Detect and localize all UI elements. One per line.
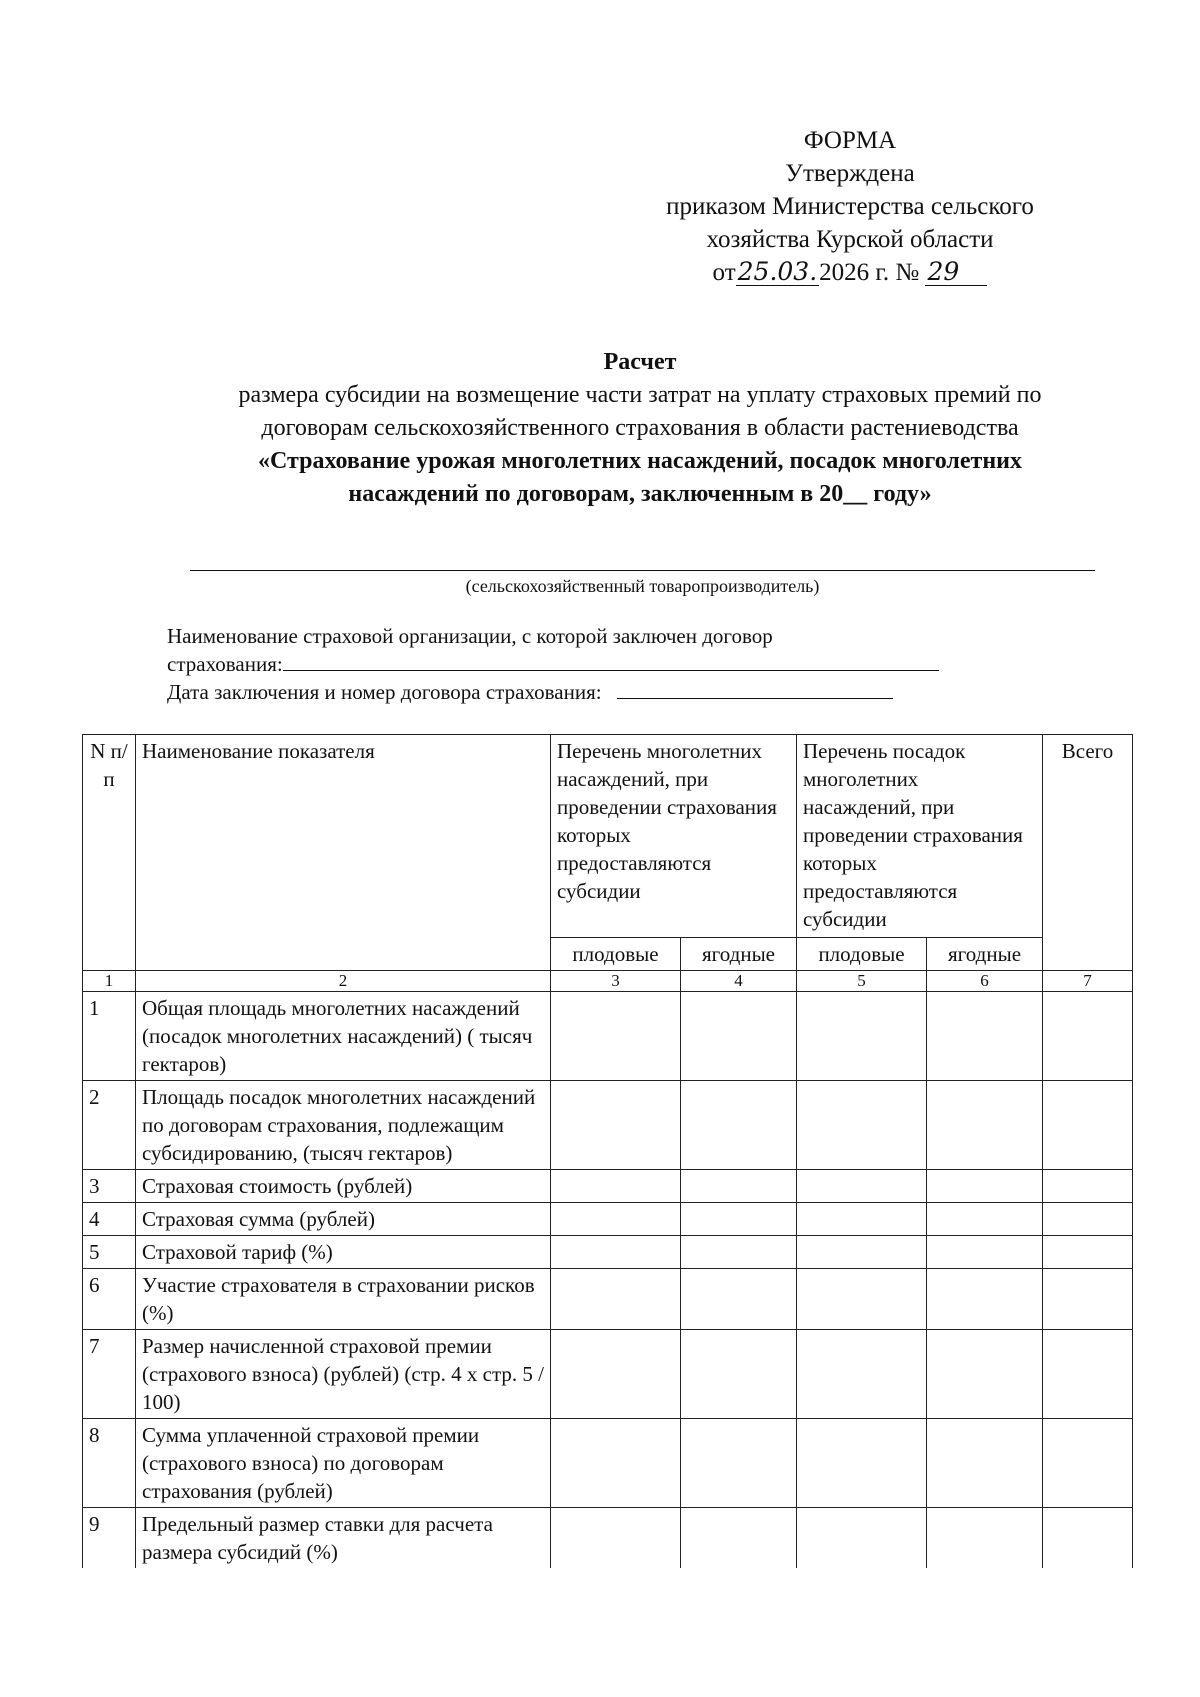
title-line-1: размера субсидии на возмещение части затрат на уплату страховых премий по [238, 382, 1042, 408]
data-cell[interactable] [927, 1081, 1043, 1170]
data-cell[interactable] [681, 1419, 797, 1508]
row-label: Размер начисленной страховой премии (страхового взноса) (рублей) (стр. 4 x стр. 5 / 100) [136, 1330, 551, 1419]
data-cell[interactable] [1043, 1508, 1133, 1569]
data-cell[interactable] [681, 1330, 797, 1419]
row-label: Участие страхователя в страховании рисков (%) [136, 1269, 551, 1330]
data-cell[interactable] [927, 1269, 1043, 1330]
date-year: 2026 г. № [819, 259, 920, 286]
document-title [120, 346, 1160, 511]
data-cell[interactable] [551, 1269, 681, 1330]
table-row [83, 992, 1133, 1081]
row-number: 5 [83, 1236, 136, 1269]
table-row [83, 1330, 1133, 1419]
data-cell[interactable] [681, 1170, 797, 1203]
header-number: N п/п [83, 735, 136, 971]
row-number: 7 [83, 1330, 136, 1419]
contract-line [167, 678, 939, 706]
insurer-label-line-1: Наименование страховой организации, с которой заключен договор [167, 624, 773, 648]
date-prefix: от [712, 259, 736, 286]
header-group-plantings: Перечень многолетних насаждений, при проведении страхования которых предоставляются субсидии [551, 735, 797, 938]
table-row [83, 1269, 1133, 1330]
data-cell[interactable] [551, 1170, 681, 1203]
subsidy-calculation-table [82, 734, 1133, 1568]
approved-label: Утверждена [785, 160, 915, 187]
data-cell[interactable] [797, 1170, 927, 1203]
data-cell[interactable] [797, 1269, 927, 1330]
data-cell[interactable] [927, 992, 1043, 1081]
data-cell[interactable] [927, 1236, 1043, 1269]
row-label: Страховая сумма (рублей) [136, 1203, 551, 1236]
data-cell[interactable] [1043, 1170, 1133, 1203]
data-cell[interactable] [681, 1269, 797, 1330]
table-row [83, 1419, 1133, 1508]
data-cell[interactable] [797, 1419, 927, 1508]
data-cell[interactable] [797, 992, 927, 1081]
form-label: ФОРМА [803, 127, 897, 154]
title-line-2: договорам сельскохозяйственного страхования в области растениеводства [261, 415, 1019, 441]
data-cell[interactable] [797, 1508, 927, 1569]
column-number-row [83, 971, 1133, 992]
data-cell[interactable] [927, 1330, 1043, 1419]
order-line-1: приказом Министерства сельского [666, 193, 1034, 220]
row-number: 9 [83, 1508, 136, 1569]
row-label: Предельный размер ставки для расчета размера субсидий (%) [136, 1508, 551, 1569]
order-date-line [600, 256, 1100, 289]
contract-info [167, 622, 939, 706]
producer-blank-line[interactable] [190, 569, 1095, 571]
title-bold-line-2: насаждений по договорам, заключенным в 20__ году» [348, 481, 932, 507]
row-label: Сумма уплаченной страховой премии (страхового взноса) по договорам страхования (рублей) [136, 1419, 551, 1508]
row-label: Площадь посадок многолетних насаждений по договорам страхования, подлежащим субсидированию, (тысяч гектаров) [136, 1081, 551, 1170]
row-label: Страховая стоимость (рублей) [136, 1170, 551, 1203]
subheader-berry-2: ягодные [927, 938, 1043, 971]
row-number: 4 [83, 1203, 136, 1236]
data-cell[interactable] [1043, 1419, 1133, 1508]
row-label: Общая площадь многолетних насаждений (посадок многолетних насаждений) ( тысяч гектаров) [136, 992, 551, 1081]
table-header-row [83, 735, 1133, 938]
column-number: 4 [681, 971, 797, 992]
subheader-fruit-2: плодовые [797, 938, 927, 971]
row-number: 1 [83, 992, 136, 1081]
data-cell[interactable] [681, 1203, 797, 1236]
row-number: 8 [83, 1419, 136, 1508]
data-cell[interactable] [1043, 1330, 1133, 1419]
handwritten-order-number: 29 [925, 259, 987, 286]
column-number: 2 [136, 971, 551, 992]
title-heading: Расчет [603, 349, 677, 375]
data-cell[interactable] [1043, 1269, 1133, 1330]
column-number: 3 [551, 971, 681, 992]
producer-caption: (сельскохозяйственный товаропроизводитель) [465, 576, 820, 596]
contract-label: Дата заключения и номер договора страхования: [167, 680, 602, 704]
table-row [83, 1081, 1133, 1170]
approval-header [600, 124, 1100, 289]
data-cell[interactable] [927, 1419, 1043, 1508]
data-cell[interactable] [797, 1081, 927, 1170]
header-total: Всего [1043, 735, 1133, 971]
data-cell[interactable] [927, 1170, 1043, 1203]
insurer-label-line-2 [167, 650, 939, 678]
row-number: 6 [83, 1269, 136, 1330]
column-number: 5 [797, 971, 927, 992]
row-label: Страховой тариф (%) [136, 1236, 551, 1269]
data-cell[interactable] [551, 1081, 681, 1170]
data-cell[interactable] [1043, 1203, 1133, 1236]
data-cell[interactable] [927, 1203, 1043, 1236]
order-line-2: хозяйства Курской области [706, 226, 994, 253]
contract-date-number-field[interactable] [617, 678, 893, 699]
data-cell[interactable] [681, 1508, 797, 1569]
data-cell[interactable] [1043, 1081, 1133, 1170]
data-cell[interactable] [551, 1330, 681, 1419]
column-number: 1 [83, 971, 136, 992]
data-cell[interactable] [797, 1236, 927, 1269]
data-cell[interactable] [927, 1508, 1043, 1569]
row-number: 2 [83, 1081, 136, 1170]
table-row [83, 1508, 1133, 1569]
data-cell[interactable] [681, 992, 797, 1081]
subheader-fruit-1: плодовые [551, 938, 681, 971]
data-cell[interactable] [797, 1203, 927, 1236]
title-bold-line-1: «Страхование урожая многолетних насаждений, посадок многолетних [258, 448, 1022, 474]
table-row [83, 1236, 1133, 1269]
data-cell[interactable] [681, 1236, 797, 1269]
data-cell[interactable] [551, 1236, 681, 1269]
insurer-label-2: страхования: [167, 652, 283, 676]
data-cell[interactable] [1043, 992, 1133, 1081]
column-number: 6 [927, 971, 1043, 992]
data-cell[interactable] [551, 1203, 681, 1236]
data-cell[interactable] [797, 1330, 927, 1419]
data-cell[interactable] [551, 1508, 681, 1569]
insurer-name-field[interactable] [283, 650, 939, 671]
table-row [83, 1170, 1133, 1203]
header-indicator: Наименование показателя [136, 735, 551, 971]
handwritten-date: 25.03. [737, 257, 818, 286]
subheader-berry-1: ягодные [681, 938, 797, 971]
data-cell[interactable] [551, 1419, 681, 1508]
header-group-new-plantings: Перечень посадок многолетних насаждений, при проведении страхования которых предоставляются субсидии [797, 735, 1043, 938]
data-cell[interactable] [681, 1081, 797, 1170]
data-cell[interactable] [551, 992, 681, 1081]
data-cell[interactable] [1043, 1236, 1133, 1269]
table-row [83, 1203, 1133, 1236]
column-number: 7 [1043, 971, 1133, 992]
row-number: 3 [83, 1170, 136, 1203]
